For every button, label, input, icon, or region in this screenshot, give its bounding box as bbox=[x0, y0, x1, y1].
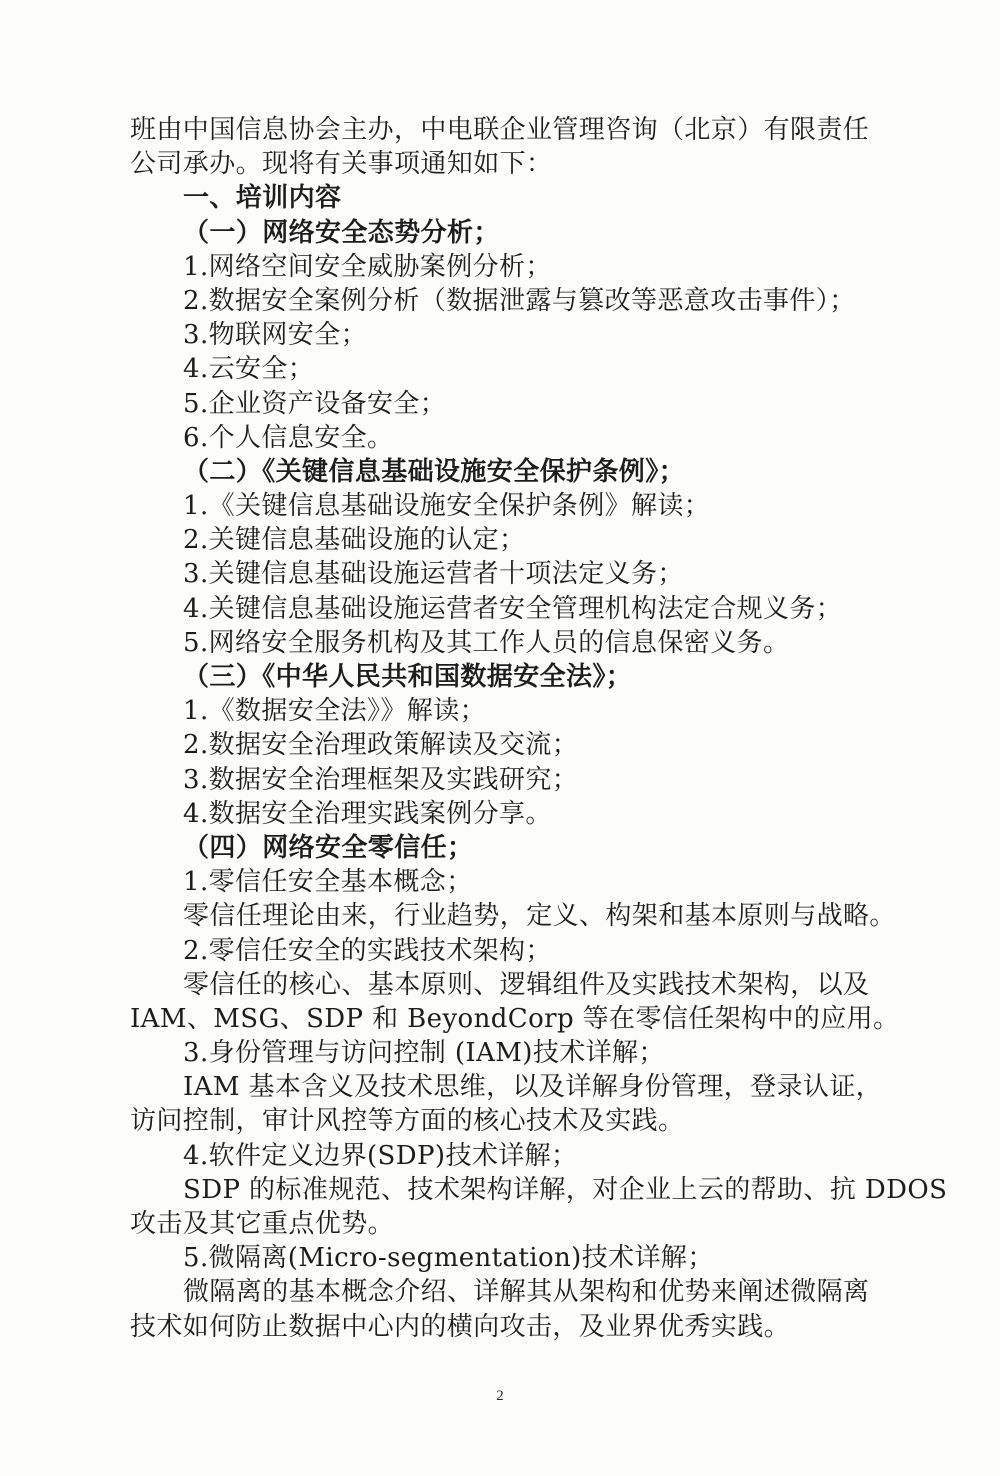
list-item: 3.数据安全治理框架及实践研究； bbox=[183, 764, 579, 795]
list-item: 1.《数据安全法》》解读； bbox=[183, 696, 487, 727]
item-description-line: 攻击及其它重点优势。 bbox=[130, 1209, 395, 1239]
list-item: 4.软件定义边界(SDP)技术详解； bbox=[183, 1140, 578, 1171]
item-description-line: 微隔离的基本概念介绍、详解其从架构和优势来阐述微隔离 bbox=[183, 1277, 870, 1308]
item-description-line: 访问控制，审计风控等方面的核心技术及实践。 bbox=[130, 1106, 685, 1137]
list-item: 1.零信任安全基本概念； bbox=[183, 867, 473, 898]
topic-heading: （三）《中华人民共和国数据安全法》； bbox=[183, 662, 633, 692]
topic-heading: （一）网络安全态势分析； bbox=[183, 217, 500, 248]
list-item: 2.零信任安全的实践技术架构； bbox=[183, 935, 552, 966]
list-item: 1.网络空间安全威胁案例分析； bbox=[183, 251, 552, 282]
intro-line: 公司承办。现将有关事项通知如下： bbox=[130, 149, 553, 180]
list-item: 5.企业资产设备安全； bbox=[183, 388, 447, 419]
list-item: 2.数据安全案例分析（数据泄露与篡改等恶意攻击事件）； bbox=[183, 285, 856, 316]
list-item: 5.微隔离(Micro-segmentation)技术详解； bbox=[183, 1243, 714, 1274]
item-description-line: SDP 的标准规范、技术架构详解，对企业上云的帮助、抗 DDOS bbox=[183, 1174, 948, 1205]
document-body bbox=[130, 113, 948, 1344]
item-description-line: IAM、MSG、SDP 和 BeyondCorp 等在零信任架构中的应用。 bbox=[130, 1003, 900, 1034]
intro-line: 班由中国信息协会主办，中电联企业管理咨询（北京）有限责任 bbox=[130, 115, 870, 145]
list-item: 5.网络安全服务机构及其工作人员的信息保密义务。 bbox=[183, 627, 790, 658]
list-item: 6.个人信息安全。 bbox=[183, 422, 394, 453]
list-item: 4.数据安全治理实践案例分享。 bbox=[183, 798, 552, 829]
list-item: 3.身份管理与访问控制 (IAM)技术详解； bbox=[183, 1038, 665, 1069]
section-title: 一、培训内容 bbox=[183, 183, 342, 214]
list-item: 3.物联网安全； bbox=[183, 320, 368, 351]
item-description-line: 零信任理论由来，行业趋势，定义、构架和基本原则与战略。 bbox=[183, 901, 896, 932]
item-description-line: 零信任的核心、基本原则、逻辑组件及实践技术架构，以及 bbox=[183, 969, 870, 1000]
list-item: 4.关键信息基础设施运营者安全管理机构法定合规义务； bbox=[183, 593, 843, 624]
item-description-line: 技术如何防止数据中心内的横向攻击，及业界优秀实践。 bbox=[130, 1311, 791, 1342]
list-item: 2.关键信息基础设施的认定； bbox=[183, 525, 526, 556]
list-item: 3.关键信息基础设施运营者十项法定义务； bbox=[183, 559, 684, 590]
topic-heading: （二）《关键信息基础设施安全保护条例》； bbox=[183, 456, 686, 487]
list-item: 2.数据安全治理政策解读及交流； bbox=[183, 730, 579, 761]
list-item: 4.云安全； bbox=[183, 354, 315, 385]
page-number: 2 bbox=[496, 1388, 504, 1404]
item-description-line: IAM 基本含义及技术思维，以及详解身份管理，登录认证， bbox=[183, 1072, 883, 1103]
list-item: 1.《关键信息基础设施安全保护条例》解读； bbox=[183, 491, 711, 522]
topic-heading: （四）网络安全零信任； bbox=[183, 832, 474, 863]
